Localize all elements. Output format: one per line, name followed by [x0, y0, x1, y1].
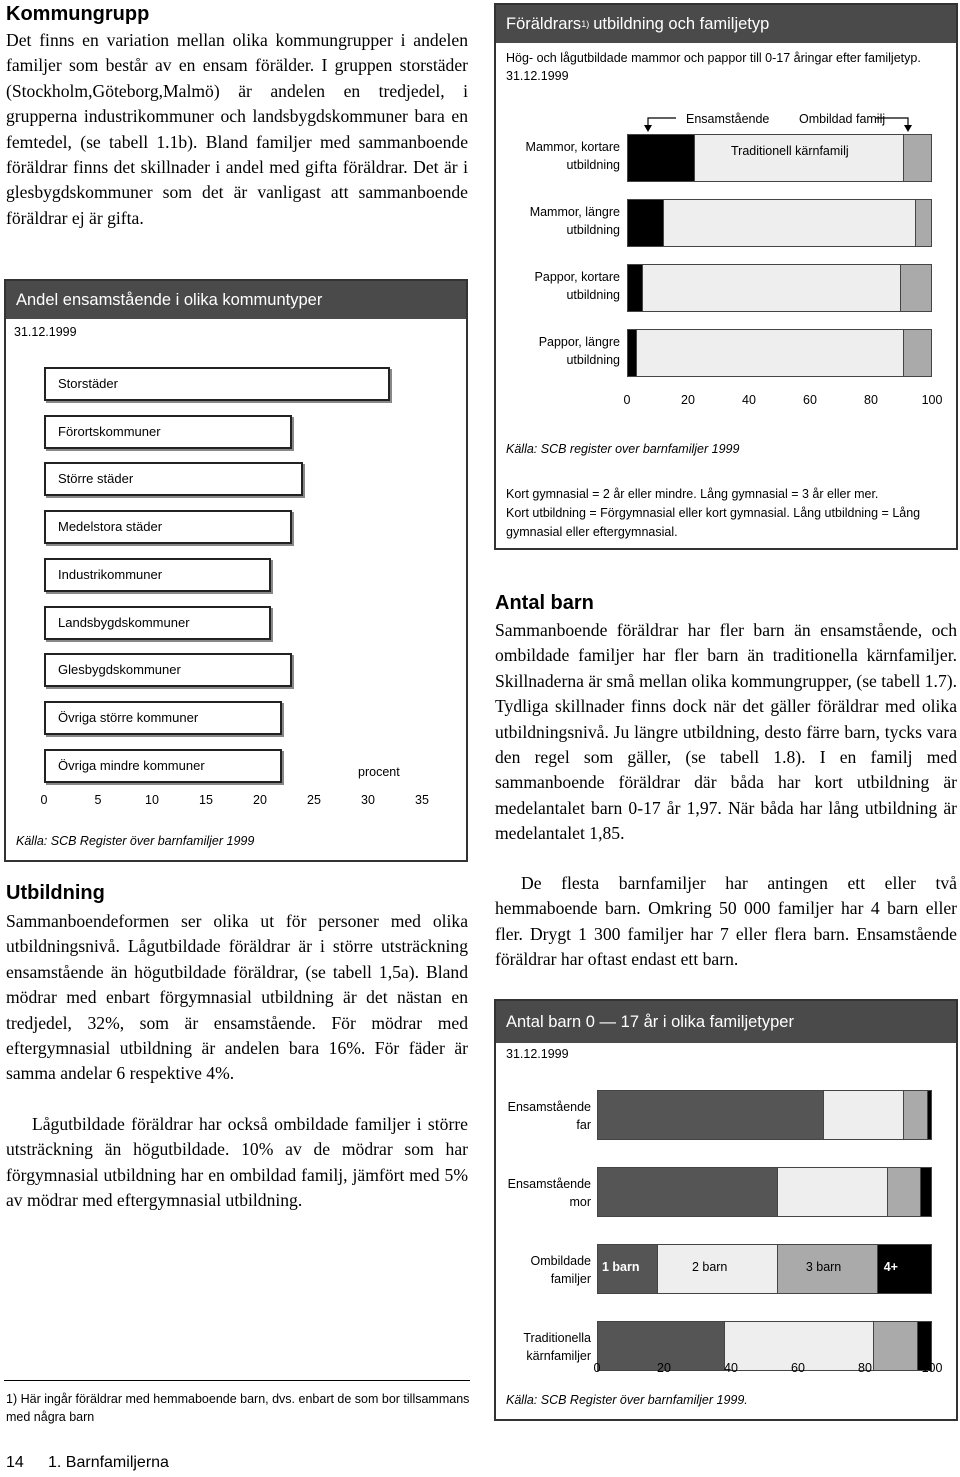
antal-barn-paragraph-1: Sammanboende föräldrar har fler barn än ensamstående, och ombildade familjer har fler barn än traditionella kärnfamiljer. Skillnaderna är små mellan olika kommungrupper, (se tabell 1.7). Tydliga skillnader finns dock när det gäller föräldrar med olika utbildningsnivå. Ju längre utbildning, desto färre barn, tycks vara den regel som gäller, (se tabell 1.8). I en familj med sammanboende föräldrar där båda har kort utbildning är medelantalet barn 0-17 år 1,97. När båda har lång utbildning är medelantalet 1,85. [495, 620, 957, 844]
chart-ensamstaende-kommuntyper [4, 279, 468, 862]
chart2-row-label-line: utbildning [566, 158, 620, 172]
chart2-segment [695, 135, 904, 181]
chart2-row-label-line: Mammor, kortare [525, 140, 620, 154]
chart2-row-label-line: utbildning [566, 353, 620, 367]
chart3-tick-label: 0 [593, 1361, 601, 1375]
page-number: 14 [6, 1454, 24, 1471]
chart3-segment [658, 1245, 778, 1293]
chart2-segment [916, 200, 931, 246]
utbildning-paragraph-1: Sammanboendeformen ser olika ut för personer med olika utbildningsnivå. Lågutbildade föräldrar är i större utsträckning ensamstående än högutbildade föräldrar, (se tabell 1,5a). Bland mödrar med enbart förgymnasial utbildning är det nästan en tredjedel, 32%, som är ensamstående. För mödrar med eftergymnasial utbildning är andelen bara 16%. För fäder är samma andelar 6 respektive 4%. [6, 911, 468, 1084]
chart1-source: Källa: SCB Register över barnfamiljer 1999 [16, 834, 255, 848]
chart3-segment [904, 1091, 927, 1139]
chart3-row-label-line: kärnfamiljer [526, 1349, 591, 1363]
utbildning-paragraph-2: Lågutbildade föräldrar har också ombildade familjer i större utsträckning än högutbildade. 10% av de mödrar som har förgymnasial utbildning har en ombildad familj, jämfört med 5% av mödrar med eftergymnasial utbildning. [6, 1114, 468, 1211]
chart1-bar-label: Glesbygdskommuner [58, 662, 181, 678]
chart2-legend-ensamstaende: Ensamstående [686, 112, 770, 126]
chart3-tick-label: 40 [724, 1361, 738, 1375]
chart2-note [506, 485, 952, 542]
chart3-title: Antal barn 0 — 17 år i olika familjetyper [496, 1001, 956, 1043]
chart2-note-2: Kort utbildning = Förgymnasial eller kort gymnasial. Lång utbildning = Lång gymnasial eller eftergymnasial. [506, 506, 921, 539]
chart3-segment [928, 1091, 931, 1139]
chart2-tick-label: 60 [803, 393, 817, 407]
chart2-segment [628, 200, 664, 246]
chart1-tick-label: 15 [199, 793, 213, 807]
chart3-segment [778, 1168, 888, 1216]
chart2-segment [904, 135, 931, 181]
chart1-bar-label: Större städer [58, 471, 134, 487]
chart3-row-label-line: mor [569, 1195, 591, 1209]
chart3-stacked-bar [597, 1167, 932, 1217]
antal-barn-paragraph-2: De flesta barnfamiljer har antingen ett eller två hemmaboende barn. Omkring 50 000 familjer har 4 barn eller fler. Drygt 1 300 familjer har 7 eller flera barn. Ensamstående föräldrar har oftast endast ett barn. [495, 873, 957, 970]
chart1-bar-label: Landsbygdskommuner [58, 614, 190, 630]
chart3-stacked-bar [597, 1244, 932, 1294]
chart2-stacked-bar [627, 134, 932, 182]
chart3-row-label-line: Ensamstående [507, 1177, 591, 1191]
kommungrupp-text: Det finns en variation mellan olika kommungrupper i andelen familjer som består av en ensam förälder. I gruppen storstäder (Stockholm,Göteborg,Malmö) är andelen en tredjedel, i grupperna industrikommuner och landsbygdskommuner bara en femtedel, (se tabell 1.1b). Bland familjer med sammanboende föräldrar finns det skillnader i andel med gifta föräldrar. Det är i glesbygdskommuner som det är vanligast att sammanboende föräldrar ej är gifta. [6, 30, 468, 228]
chart1-bar-label: Förortskommuner [58, 423, 161, 439]
chapter-title: 1. Barnfamiljerna [48, 1454, 169, 1471]
chart2-title-rest: utbildning och familjetyp [593, 14, 770, 33]
chart3-row-label-line: Ensamstående [507, 1100, 591, 1114]
chart2-stacked-bar [627, 264, 932, 312]
chart3-row-label [451, 1329, 591, 1365]
chart1-bar-label: Medelstora städer [58, 519, 163, 535]
chart1-xlabel: procent [358, 765, 400, 779]
chart1-bar-label: Industrikommuner [58, 566, 163, 582]
chart3-segment [921, 1168, 931, 1216]
chart1-tick-label: 35 [415, 793, 429, 807]
chart3-source: Källa: SCB Register över barnfamiljer 1999. [506, 1393, 748, 1407]
chart2-segment [904, 330, 931, 376]
chart2-tick-label: 100 [921, 393, 943, 407]
chart2-row-label-line: Pappor, längre [538, 335, 620, 349]
chart3-segment [888, 1168, 921, 1216]
chart2-legend-traditionell: Traditionell kärnfamilj [731, 144, 849, 158]
chart1-tick-label: 10 [145, 793, 159, 807]
antal-barn-heading: Antal barn [495, 592, 594, 614]
kommungrupp-heading: Kommungrupp [6, 3, 150, 25]
chart2-subtitle: Hög- och lågutbildade mammor och pappor till 0-17 åringar efter familjetyp. 31.12.1999 [506, 51, 921, 83]
chart2-source: Källa: SCB register over barnfamiljer 1999 [506, 442, 740, 456]
chart1-bar-label: Storstäder [58, 376, 118, 391]
chart2-title-footnote-mark: 1) [581, 19, 590, 29]
chart3-series-label: 1 barn [602, 1260, 640, 1274]
chart3-row-label-line: far [576, 1118, 591, 1132]
footnote-rule [4, 1380, 470, 1381]
chart3-segment [598, 1245, 658, 1293]
chart2-segment [901, 265, 931, 311]
chart2-row-label-line: utbildning [566, 223, 620, 237]
chart2-legend-ombildad: Ombildad familj [799, 112, 886, 126]
chart3-tick-label: 20 [657, 1361, 671, 1375]
chart3-stacked-bar [597, 1321, 932, 1371]
chart3-segment [878, 1245, 931, 1293]
chart3-row-label-line: familjer [550, 1272, 591, 1286]
chart2-segment [664, 200, 915, 246]
chart2-segment [628, 135, 695, 181]
chart1-subtitle: 31.12.1999 [14, 325, 77, 339]
chart2-stacked-bar [627, 329, 932, 377]
chart2-note-1: Kort gymnasial = 2 år eller mindre. Lång gymnasial = 3 år eller mer. [506, 487, 879, 501]
chart3-tick-label: 60 [791, 1361, 805, 1375]
chart3-series-label: 4+ [883, 1260, 898, 1274]
chart2-row-label-line: Pappor, kortare [534, 270, 620, 284]
chart2-row-label-line: Mammor, längre [529, 205, 620, 219]
chart3-row-label-line: Ombildade [530, 1254, 591, 1268]
chart2-row-label [480, 138, 620, 174]
chart2-stacked-bar [627, 199, 932, 247]
footnote: 1) Här ingår föräldrar med hemmaboende barn, dvs. enbart de som bor tillsammans med några barn [6, 1392, 470, 1424]
chart1-title: Andel ensamstående i olika kommuntyper [6, 281, 466, 319]
chart1-tick-label: 25 [307, 793, 321, 807]
chart2-row-label [480, 268, 620, 304]
chart2-segment [628, 265, 643, 311]
chart3-stacked-bar [597, 1090, 932, 1140]
chart-antal-barn [494, 999, 958, 1421]
chart3-segment [598, 1091, 824, 1139]
chart2-tick-label: 20 [681, 393, 695, 407]
chart3-tick-label: 80 [858, 1361, 872, 1375]
chart2-segment [628, 330, 637, 376]
chart2-tick-label: 40 [742, 393, 756, 407]
chart3-row-label [451, 1098, 591, 1134]
chart1-tick-label: 0 [40, 793, 48, 807]
chart1-bar-label: Övriga mindre kommuner [58, 757, 205, 773]
chart-utbildning-familjetyp [494, 3, 958, 550]
chart1-tick-label: 20 [253, 793, 267, 807]
chart2-segment [637, 330, 904, 376]
chart3-segment [874, 1322, 917, 1370]
chart3-row-label [451, 1252, 591, 1288]
chart3-tick-label: 100 [921, 1361, 943, 1375]
chart2-row-label [480, 203, 620, 239]
chart3-row-label [451, 1175, 591, 1211]
chart3-segment [778, 1245, 878, 1293]
chart1-tick-label: 30 [361, 793, 375, 807]
chart3-segment [598, 1168, 778, 1216]
chart3-series-label: 3 barn [805, 1260, 842, 1274]
chart3-segment [824, 1091, 904, 1139]
chart3-row-label-line: Traditionella [523, 1331, 591, 1345]
utbildning-heading: Utbildning [6, 882, 105, 904]
chart2-row-label-line: utbildning [566, 288, 620, 302]
chart3-series-label: 2 barn [691, 1260, 728, 1274]
chart2-tick-label: 0 [623, 393, 631, 407]
chart2-tick-label: 80 [864, 393, 878, 407]
chart2-row-label [480, 333, 620, 369]
chart2-title-main: Föräldrars [506, 14, 582, 33]
chart1-bar-label: Övriga större kommuner [58, 709, 199, 725]
chart3-subtitle: 31.12.1999 [506, 1047, 569, 1061]
chart2-segment [643, 265, 901, 311]
chart1-tick-label: 5 [94, 793, 102, 807]
